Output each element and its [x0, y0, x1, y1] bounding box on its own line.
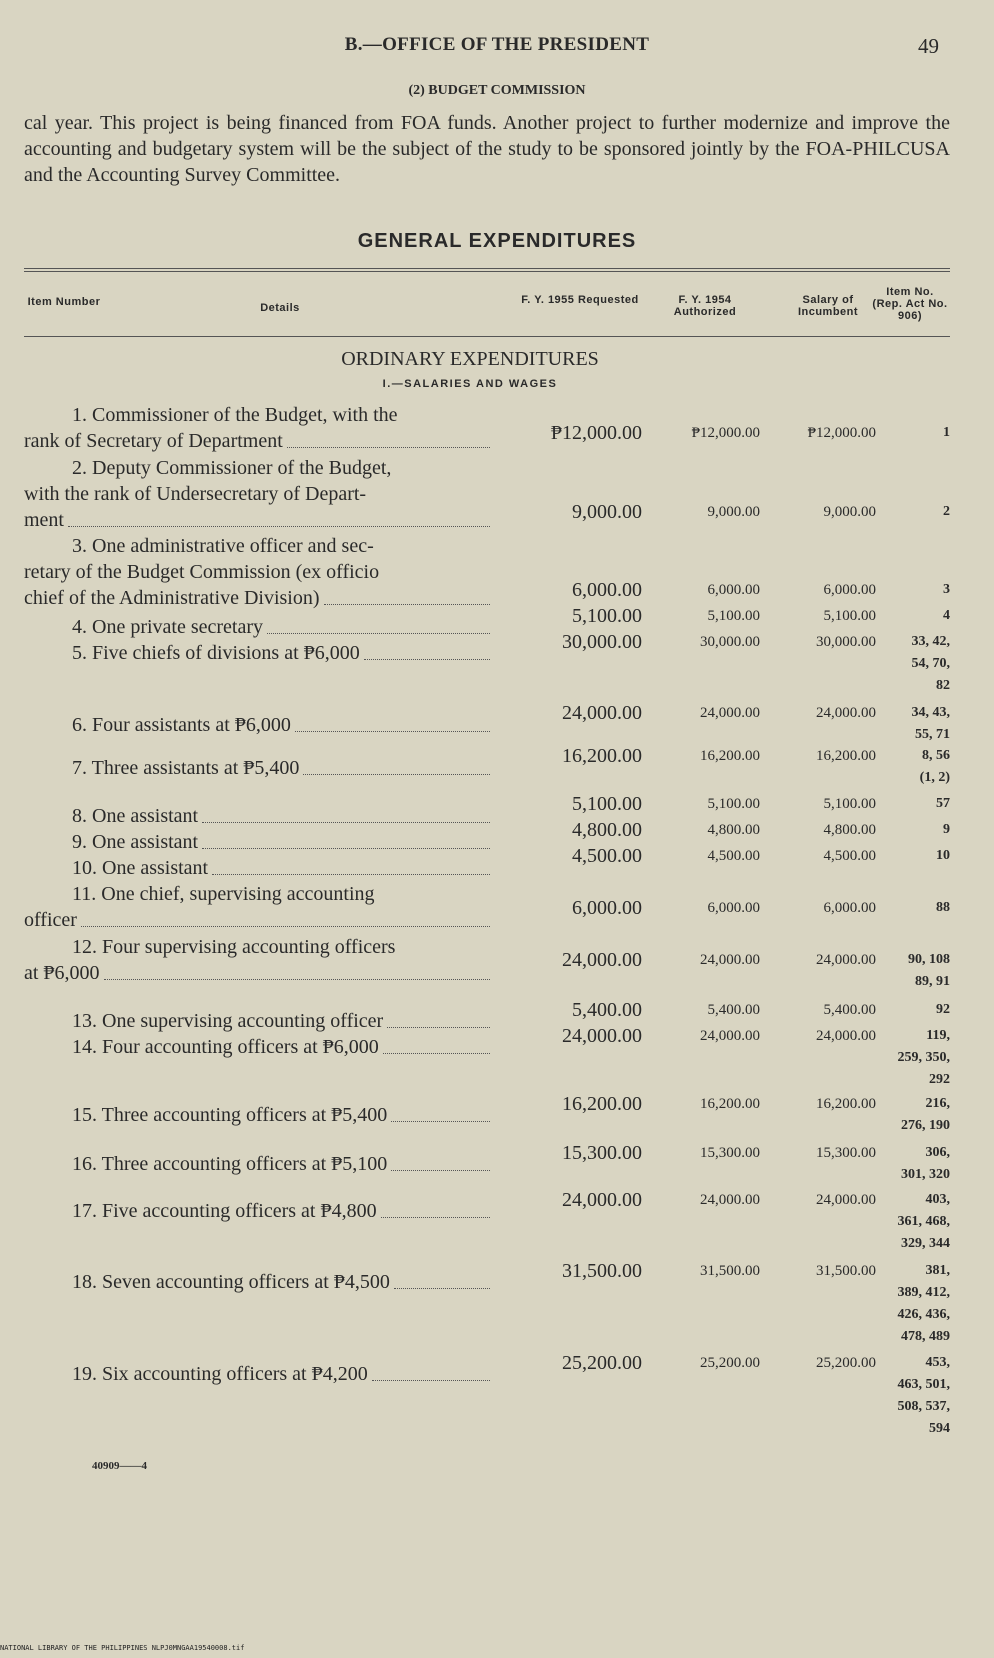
detail-line — [24, 507, 492, 533]
detail-text: 8. One assistant — [72, 805, 199, 827]
detail-line — [24, 1034, 492, 1060]
item-no-ref — [876, 793, 950, 815]
row-detail — [24, 829, 492, 855]
item-no-ref — [876, 949, 950, 993]
detail-text: with the rank of Undersecretary of Depart- — [24, 483, 367, 505]
salary-amount: 5,400.00 — [823, 1002, 876, 1018]
detail-text: retary of the Budget Commission (ex officio — [24, 561, 380, 583]
dot-leader — [394, 1269, 490, 1289]
item-no-line: 8, 56 — [922, 748, 950, 763]
salary-amount: 4,500.00 — [823, 848, 876, 864]
item-no-line: 216, — [925, 1096, 950, 1111]
detail-text: 3. One administrative officer and sec- — [72, 535, 374, 557]
detail-line — [24, 428, 492, 454]
row-detail — [24, 1269, 492, 1295]
detail-line — [24, 455, 492, 481]
item-no-line: 594 — [929, 1421, 950, 1436]
ordinary-expenditures-heading: ORDINARY EXPENDITURES — [341, 348, 599, 370]
requested-amount: 6,000.00 — [572, 579, 642, 601]
row-detail — [24, 455, 492, 533]
detail-text: 4. One private secretary — [72, 616, 264, 638]
requested-amount: 4,500.00 — [572, 845, 642, 867]
authorized-amount: 24,000.00 — [700, 1192, 760, 1208]
dot-leader — [202, 803, 490, 823]
dot-leader — [267, 614, 490, 634]
item-no-line: 453, — [925, 1355, 950, 1370]
item-no-line: 329, 344 — [901, 1236, 950, 1251]
detail-text: officer — [24, 909, 77, 931]
dot-leader — [104, 960, 490, 980]
item-no-line: 34, 43, — [911, 705, 950, 720]
salary-amount: 6,000.00 — [823, 900, 876, 916]
row-detail — [24, 755, 492, 781]
dot-leader — [383, 1034, 490, 1054]
col-authorized: F. Y. 1954 Authorized — [673, 294, 737, 318]
detail-text: 5. Five chiefs of divisions at ₱6,000 — [72, 642, 360, 664]
item-no-line: 1 — [943, 425, 950, 440]
detail-text: 2. Deputy Commissioner of the Budget, — [72, 457, 392, 479]
detail-line — [24, 1008, 492, 1034]
col-details: Details — [260, 302, 300, 314]
dot-leader — [391, 1151, 490, 1171]
item-no-ref — [876, 897, 950, 919]
requested-amount: 5,400.00 — [572, 999, 642, 1021]
authorized-amount: 16,200.00 — [700, 1096, 760, 1112]
requested-amount: 24,000.00 — [562, 1025, 642, 1047]
row-detail — [24, 1102, 492, 1128]
item-no-ref — [876, 745, 950, 789]
detail-text: 14. Four accounting officers at ₱6,000 — [72, 1036, 379, 1058]
salary-amount: 6,000.00 — [823, 582, 876, 598]
detail-text: 7. Three assistants at ₱5,400 — [72, 757, 300, 779]
table-top-rule-2 — [24, 271, 950, 272]
detail-line — [24, 755, 492, 781]
detail-text: ment — [24, 509, 64, 531]
row-detail — [24, 533, 492, 611]
detail-line — [24, 1361, 492, 1387]
detail-line — [24, 533, 492, 559]
dot-leader — [364, 640, 490, 660]
detail-text: 6. Four assistants at ₱6,000 — [72, 714, 291, 736]
table-top-rule — [24, 268, 950, 269]
dot-leader — [81, 907, 490, 927]
dot-leader — [324, 585, 491, 605]
item-no-line: 88 — [936, 900, 950, 915]
salary-amount: 15,300.00 — [816, 1145, 876, 1161]
authorized-amount: 24,000.00 — [700, 1028, 760, 1044]
detail-text: 17. Five accounting officers at ₱4,800 — [72, 1200, 377, 1222]
row-detail — [24, 1198, 492, 1224]
requested-amount: 30,000.00 — [562, 631, 642, 653]
detail-text: at ₱6,000 — [24, 962, 100, 984]
requested-amount: 24,000.00 — [562, 949, 642, 971]
item-no-ref — [876, 1142, 950, 1186]
authorized-amount: 5,100.00 — [707, 608, 760, 624]
row-detail — [24, 614, 492, 640]
salary-amount: 25,200.00 — [816, 1355, 876, 1371]
salary-amount: 31,500.00 — [816, 1263, 876, 1279]
detail-line — [24, 402, 492, 428]
row-detail — [24, 640, 492, 666]
authorized-amount: 25,200.00 — [700, 1355, 760, 1371]
general-expenditures-title: GENERAL EXPENDITURES — [357, 230, 637, 252]
detail-text: 12. Four supervising accounting officers — [72, 936, 396, 958]
detail-line — [24, 640, 492, 666]
salary-amount: 4,800.00 — [823, 822, 876, 838]
detail-text: 10. One assistant — [72, 857, 209, 879]
page-header-title: B.—OFFICE OF THE PRESIDENT — [344, 34, 650, 55]
detail-line — [24, 712, 492, 738]
authorized-amount: 4,500.00 — [707, 848, 760, 864]
detail-text: 1. Commissioner of the Budget, with the — [72, 404, 398, 426]
salary-amount: 30,000.00 — [816, 634, 876, 650]
detail-text: 16. Three accounting officers at ₱5,100 — [72, 1153, 388, 1175]
detail-line — [24, 907, 492, 933]
item-no-line: (1, 2) — [919, 770, 950, 785]
item-no-ref — [876, 422, 950, 444]
detail-text: 11. One chief, supervising accounting — [72, 883, 375, 905]
salary-amount: 9,000.00 — [823, 504, 876, 520]
salaries-wages-heading: I.—SALARIES AND WAGES — [382, 378, 558, 390]
item-no-line: 292 — [929, 1072, 950, 1087]
requested-amount: ₱12,000.00 — [550, 422, 642, 444]
archive-footer: NATIONAL LIBRARY OF THE PHILIPPINES NLPJ0MNGAA19540008.tif — [0, 1644, 245, 1652]
item-no-line: 389, 412, — [897, 1285, 950, 1300]
authorized-amount: 24,000.00 — [700, 705, 760, 721]
row-detail — [24, 1008, 492, 1034]
item-no-line: 381, — [925, 1263, 950, 1278]
authorized-amount: 6,000.00 — [707, 900, 760, 916]
item-no-line: 54, 70, — [911, 656, 950, 671]
authorized-amount: 9,000.00 — [707, 504, 760, 520]
item-no-line: 259, 350, — [897, 1050, 950, 1065]
detail-line — [24, 1102, 492, 1128]
item-no-line: 301, 320 — [901, 1167, 950, 1182]
item-no-line: 478, 489 — [901, 1329, 950, 1344]
item-no-line: 90, 108 — [908, 952, 950, 967]
page-number: 49 — [918, 34, 939, 58]
col-salary: Salary of Incumbent — [797, 294, 859, 318]
authorized-amount: 5,100.00 — [707, 796, 760, 812]
item-no-line: 361, 468, — [897, 1214, 950, 1229]
detail-line — [24, 614, 492, 640]
item-no-line: 57 — [936, 796, 950, 811]
detail-line — [24, 829, 492, 855]
salary-amount: 24,000.00 — [816, 705, 876, 721]
row-detail — [24, 712, 492, 738]
requested-amount: 16,200.00 — [562, 1093, 642, 1115]
item-no-line: 92 — [936, 1002, 950, 1017]
item-no-line: 306, — [925, 1145, 950, 1160]
col-item-no: Item No. (Rep. Act No. 906) — [872, 286, 948, 322]
item-no-line: 463, 501, — [897, 1377, 950, 1392]
item-no-line: 4 — [943, 608, 950, 623]
detail-line — [24, 1198, 492, 1224]
dot-leader — [387, 1008, 490, 1028]
intro-paragraph: cal year. This project is being financed from FOA funds. Another project to further modernize and improve the accounting and budgetary system will be the subject of the study to be sponsored jointly by the FOA-PHILCUSA and the Accounting Survey Committee. — [24, 112, 950, 186]
row-detail — [24, 934, 492, 986]
detail-line — [24, 855, 492, 881]
detail-text: 18. Seven accounting officers at ₱4,500 — [72, 1271, 390, 1293]
item-no-ref — [876, 579, 950, 601]
requested-amount: 5,100.00 — [572, 605, 642, 627]
section-subtitle: (2) BUDGET COMMISSION — [408, 83, 586, 98]
dot-leader — [372, 1361, 490, 1381]
detail-line — [24, 481, 492, 507]
dot-leader — [295, 712, 490, 732]
item-no-line: 276, 190 — [901, 1118, 950, 1133]
item-no-line: 3 — [943, 582, 950, 597]
requested-amount: 15,300.00 — [562, 1142, 642, 1164]
authorized-amount: 6,000.00 — [707, 582, 760, 598]
detail-line — [24, 803, 492, 829]
authorized-amount: ₱12,000.00 — [691, 425, 760, 441]
item-no-ref — [876, 999, 950, 1021]
item-no-line: 89, 91 — [915, 974, 950, 989]
col-item-number: Item Number — [27, 296, 101, 308]
item-no-ref — [876, 501, 950, 523]
row-detail — [24, 881, 492, 933]
item-no-ref — [876, 845, 950, 867]
requested-amount: 9,000.00 — [572, 501, 642, 523]
requested-amount: 5,100.00 — [572, 793, 642, 815]
salary-amount: 16,200.00 — [816, 1096, 876, 1112]
item-no-line: 508, 537, — [897, 1399, 950, 1414]
item-no-line: 33, 42, — [911, 634, 950, 649]
item-no-ref — [876, 1189, 950, 1255]
row-detail — [24, 402, 492, 454]
item-no-line: 55, 71 — [915, 727, 950, 742]
row-detail — [24, 1361, 492, 1387]
salary-amount: ₱12,000.00 — [807, 425, 876, 441]
item-no-line: 2 — [943, 504, 950, 519]
dot-leader — [68, 507, 490, 527]
detail-line — [24, 1151, 492, 1177]
authorized-amount: 15,300.00 — [700, 1145, 760, 1161]
dot-leader — [202, 829, 490, 849]
row-detail — [24, 855, 492, 881]
authorized-amount: 24,000.00 — [700, 952, 760, 968]
authorized-amount: 16,200.00 — [700, 748, 760, 764]
detail-text: 9. One assistant — [72, 831, 199, 853]
salary-amount: 24,000.00 — [816, 1192, 876, 1208]
item-no-ref — [876, 819, 950, 841]
detail-line — [24, 585, 492, 611]
authorized-amount: 31,500.00 — [700, 1263, 760, 1279]
detail-line — [24, 960, 492, 986]
col-requested: F. Y. 1955 Requested — [521, 294, 639, 306]
salary-amount: 24,000.00 — [816, 952, 876, 968]
dot-leader — [212, 855, 490, 875]
detail-text: rank of Secretary of Department — [24, 430, 283, 452]
requested-amount: 6,000.00 — [572, 897, 642, 919]
item-no-ref — [876, 1352, 950, 1440]
item-no-line: 403, — [925, 1192, 950, 1207]
detail-text: chief of the Administrative Division) — [24, 587, 320, 609]
requested-amount: 4,800.00 — [572, 819, 642, 841]
item-no-ref — [876, 1093, 950, 1137]
item-no-ref — [876, 702, 950, 746]
dot-leader — [287, 428, 490, 448]
item-no-line: 426, 436, — [897, 1307, 950, 1322]
salary-amount: 24,000.00 — [816, 1028, 876, 1044]
item-no-ref — [876, 631, 950, 697]
detail-line — [24, 934, 492, 960]
item-no-line: 119, — [926, 1028, 950, 1043]
dot-leader — [303, 755, 490, 775]
detail-text: 15. Three accounting officers at ₱5,400 — [72, 1104, 388, 1126]
dot-leader — [381, 1198, 490, 1218]
requested-amount: 16,200.00 — [562, 745, 642, 767]
authorized-amount: 4,800.00 — [707, 822, 760, 838]
item-no-line: 10 — [936, 848, 950, 863]
item-no-line: 9 — [943, 822, 950, 837]
item-no-ref — [876, 1025, 950, 1091]
item-no-ref — [876, 605, 950, 627]
requested-amount: 24,000.00 — [562, 702, 642, 724]
detail-line — [24, 1269, 492, 1295]
requested-amount: 25,200.00 — [562, 1352, 642, 1374]
row-detail — [24, 1151, 492, 1177]
table-header-rule — [24, 336, 950, 337]
authorized-amount: 5,400.00 — [707, 1002, 760, 1018]
detail-line — [24, 559, 492, 585]
dot-leader — [391, 1102, 490, 1122]
row-detail — [24, 1034, 492, 1060]
requested-amount: 31,500.00 — [562, 1260, 642, 1282]
salary-amount: 5,100.00 — [823, 608, 876, 624]
item-no-ref — [876, 1260, 950, 1348]
salary-amount: 16,200.00 — [816, 748, 876, 764]
detail-line — [24, 881, 492, 907]
authorized-amount: 30,000.00 — [700, 634, 760, 650]
item-no-line: 82 — [936, 678, 950, 693]
detail-text: 19. Six accounting officers at ₱4,200 — [72, 1363, 368, 1385]
detail-text: 13. One supervising accounting officer — [72, 1010, 384, 1032]
salary-amount: 5,100.00 — [823, 796, 876, 812]
row-detail — [24, 803, 492, 829]
requested-amount: 24,000.00 — [562, 1189, 642, 1211]
footer-code: 40909——4 — [92, 1460, 147, 1472]
